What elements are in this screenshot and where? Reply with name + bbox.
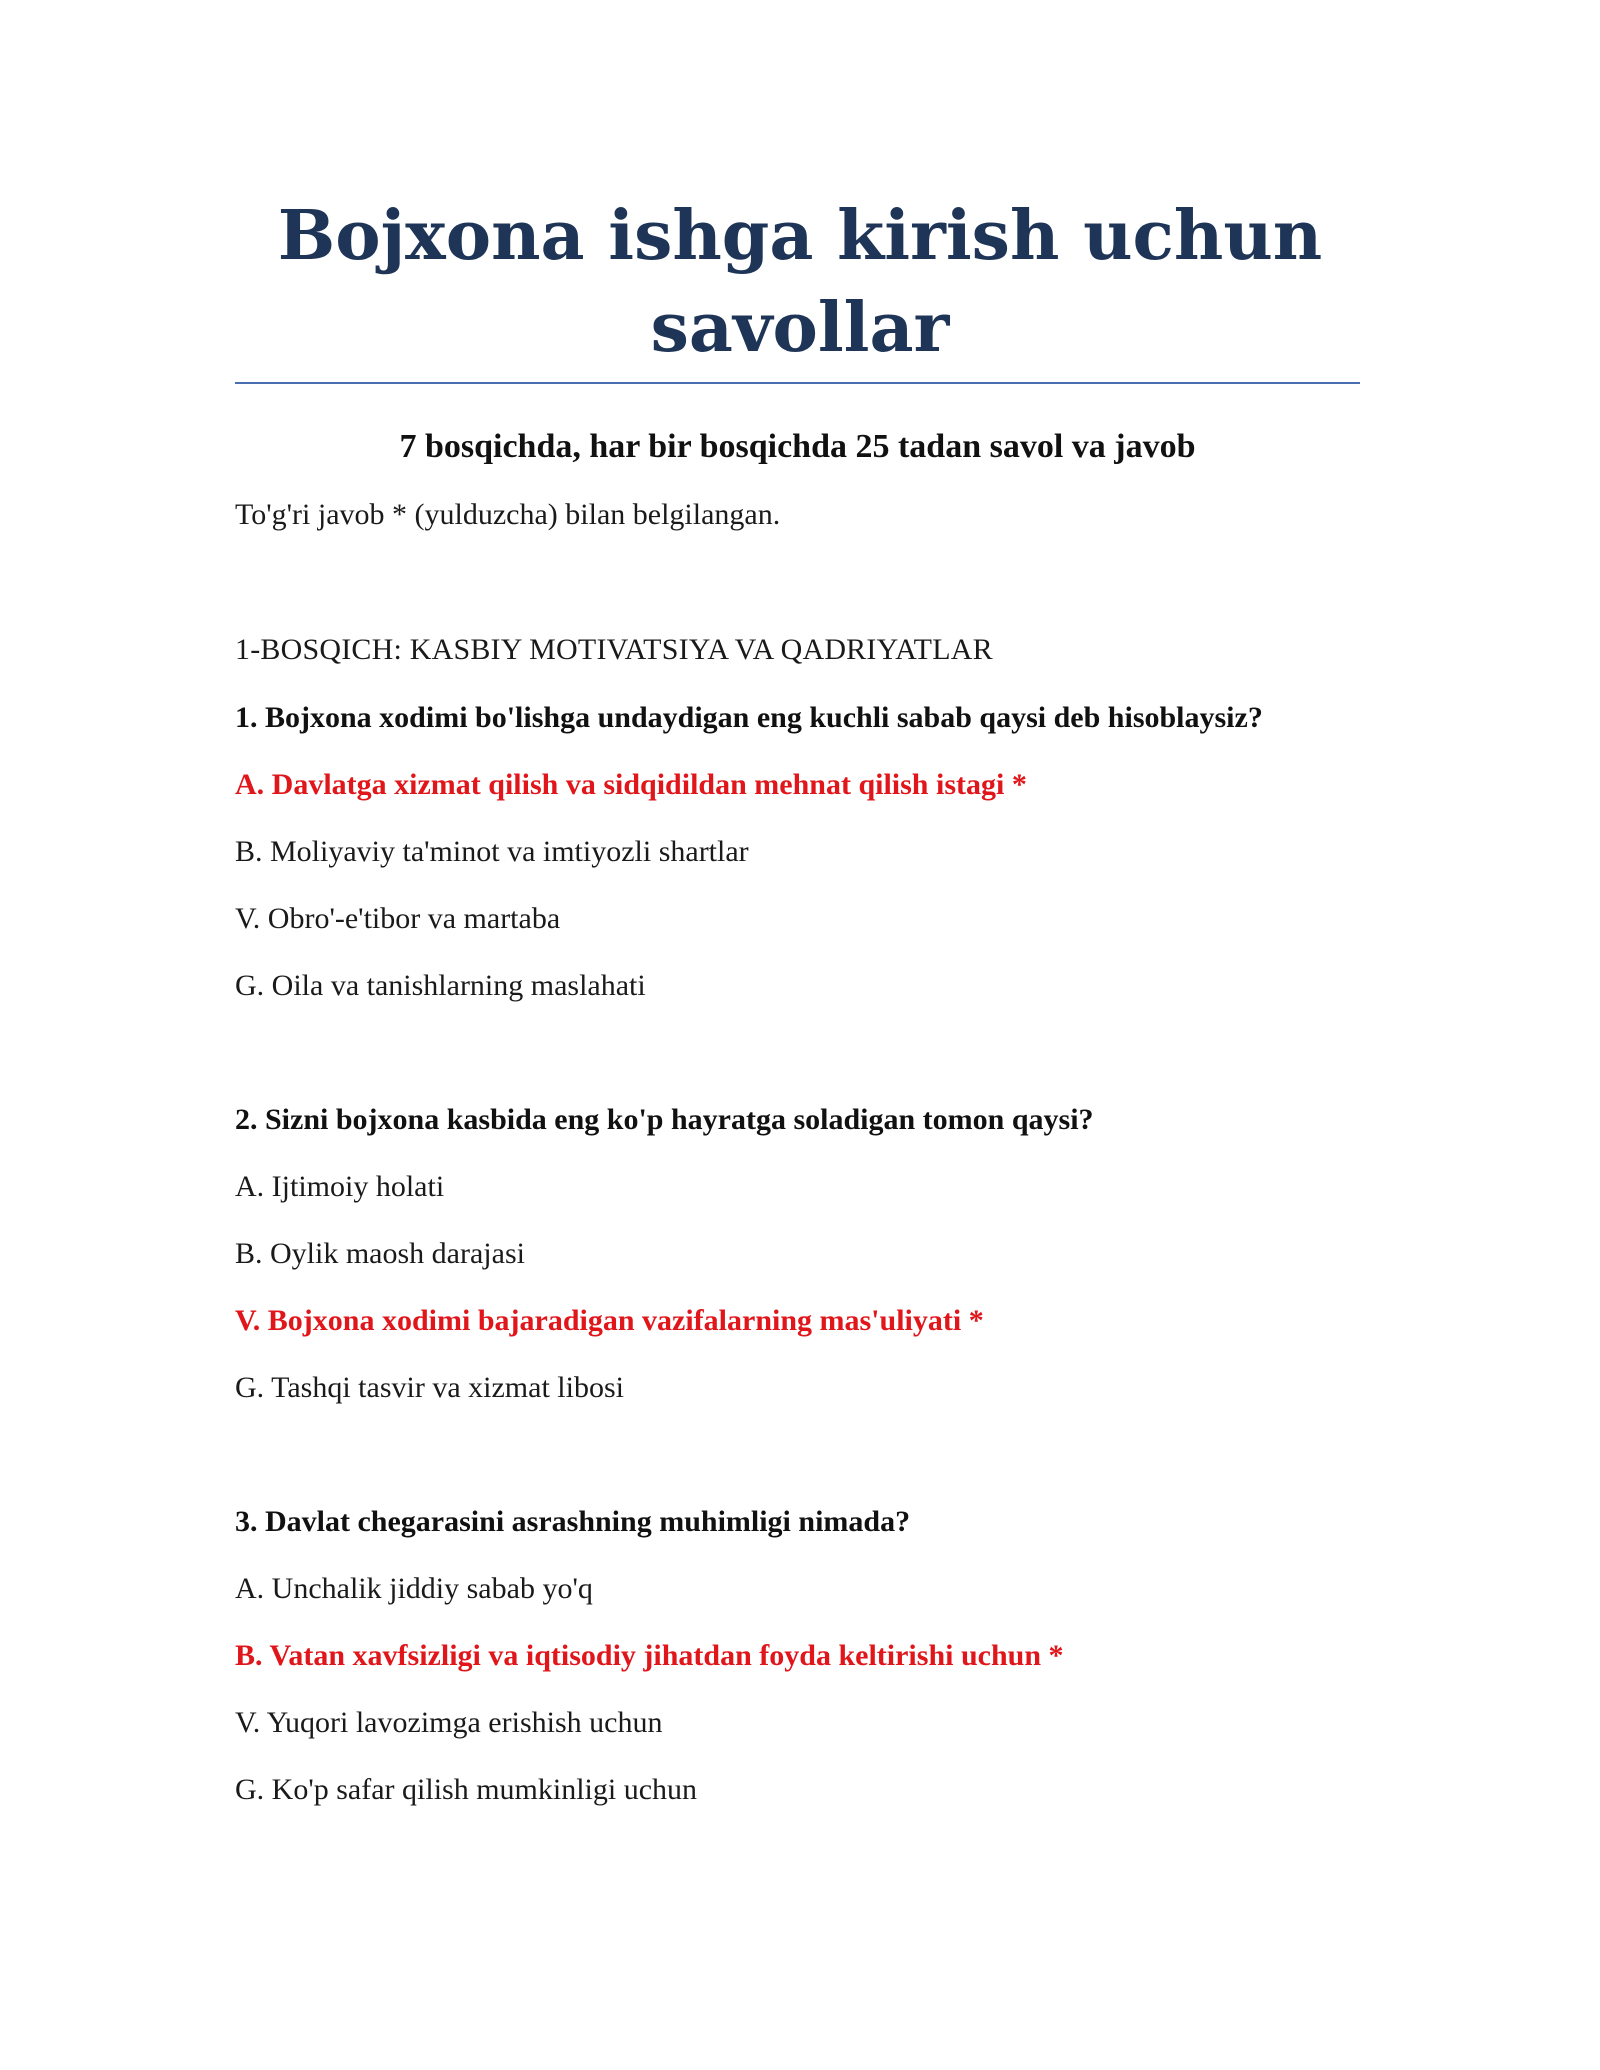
question-1: 1. Bojxona xodimi bo'lishga undaydigan eng kuchli sabab qaysi deb hisoblaysiz?: [235, 701, 1263, 734]
question-3: 3. Davlat chegarasini asrashning muhimligi nimada?: [235, 1505, 911, 1538]
question-1-option-b: B. Moliyaviy ta'minot va imtiyozli shartlar: [235, 835, 749, 868]
title-divider: [235, 382, 1360, 384]
section-heading: 1-BOSQICH: KASBIY MOTIVATSIYA VA QADRIYATLAR: [235, 633, 993, 666]
document-title: Bojxona ishga kirish uchun savollar: [277, 196, 1323, 368]
question-3-option-v: V. Yuqori lavozimga erishish uchun: [235, 1706, 663, 1739]
question-3-option-g: G. Ko'p safar qilish mumkinligi uchun: [235, 1773, 698, 1806]
question-1-option-v: V. Obro'-e'tibor va martaba: [235, 902, 561, 935]
question-3-option-b: B. Vatan xavfsizligi va iqtisodiy jihatdan foyda keltirishi uchun *: [235, 1639, 1064, 1672]
question-1-option-g: G. Oila va tanishlarning maslahati: [235, 969, 646, 1002]
question-3-option-a: A. Unchalik jiddiy sabab yo'q: [235, 1572, 593, 1605]
question-2-option-v: V. Bojxona xodimi bajaradigan vazifalarning mas'uliyati *: [235, 1304, 984, 1337]
question-2-option-b: B. Oylik maosh darajasi: [235, 1237, 525, 1270]
question-2-option-g: G. Tashqi tasvir va xizmat libosi: [235, 1371, 624, 1404]
answer-key-note: To'g'ri javob * (yulduzcha) bilan belgilangan.: [235, 498, 781, 531]
question-2-option-a: A. Ijtimoiy holati: [235, 1170, 445, 1203]
document-subtitle: 7 bosqichda, har bir bosqichda 25 tadan savol va javob: [399, 428, 1196, 465]
question-1-option-a: A. Davlatga xizmat qilish va sidqidildan mehnat qilish istagi *: [235, 768, 1027, 801]
question-2: 2. Sizni bojxona kasbida eng ko'p hayratga soladigan tomon qaysi?: [235, 1103, 1094, 1136]
